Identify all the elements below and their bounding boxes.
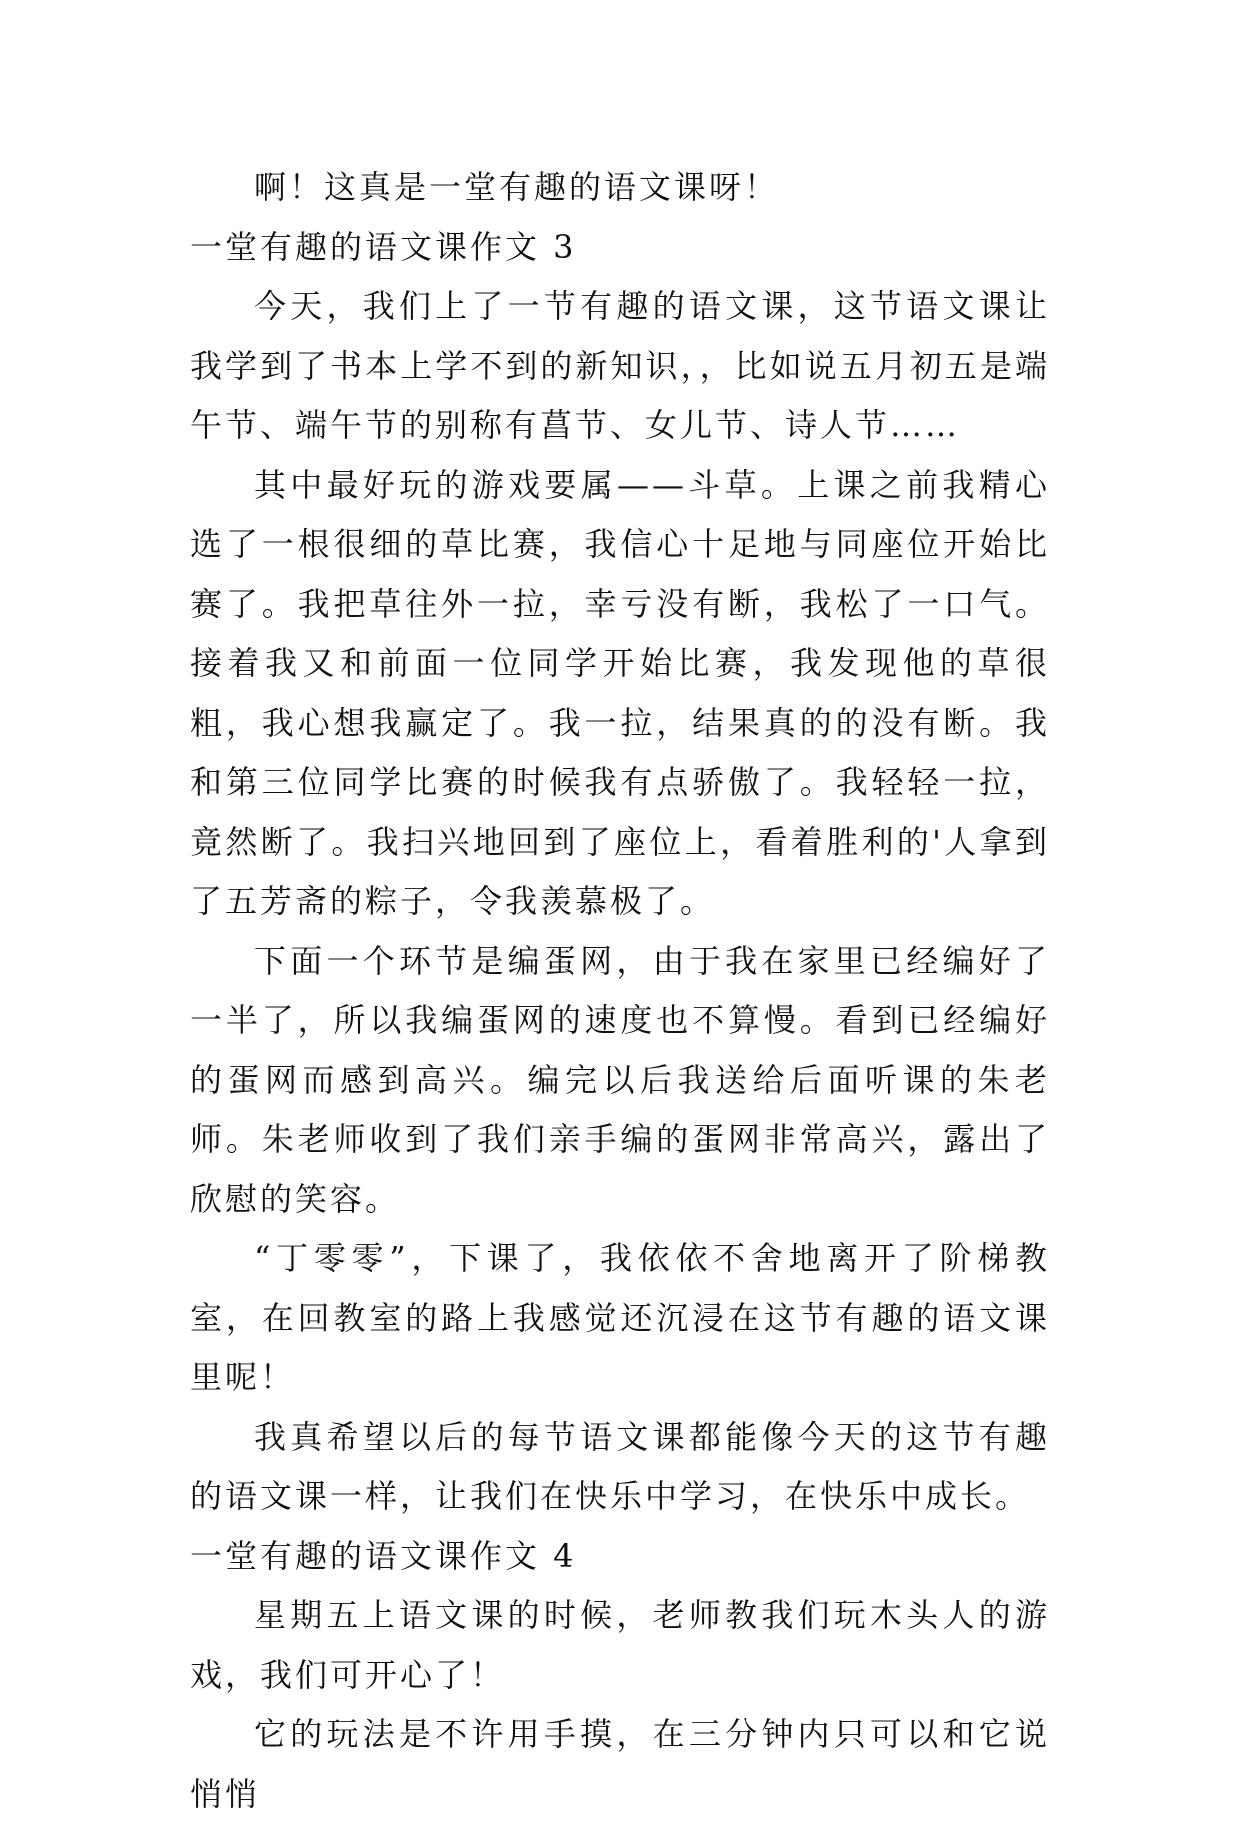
section-heading: 一堂有趣的语文课作文 3 [190,227,577,266]
paragraph: 今天，我们上了一节有趣的语文课，这节语文课让我学到了书本上学不到的新知识，，比如说五月初五是端午节、端午节的别称有菖节、女儿节、诗人节…… [190,287,1050,444]
document-body [190,158,1050,1824]
section-heading: 一堂有趣的语文课作文 4 [190,1536,577,1575]
paragraph: 星期五上语文课的时候，老师教我们玩木头人的游戏，我们可开心了！ [190,1596,1050,1694]
paragraph: “丁零零”，下课了，我依依不舍地离开了阶梯教室，在回教室的路上我感觉还沉浸在这节有趣的语文课里呢！ [190,1239,1050,1396]
paragraph: 它的玩法是不许用手摸，在三分钟内只可以和它说悄悄 [190,1715,1050,1813]
paragraph: 啊！这真是一堂有趣的语文课呀！ [254,168,780,206]
paragraph: 其中最好玩的游戏要属——斗草。上课之前我精心选了一根很细的草比赛，我信心十足地与同座位开始比赛了。我把草往外一拉，幸亏没有断，我松了一口气。接着我又和前面一位同学开始比赛，我发现他的草很粗，我心想我赢定了。我一拉，结果真的的没有断。我和第三位同学比赛的时候我有点骄傲了。我轻轻一拉，竟然断了。我扫兴地回到了座位上，看着胜利的'人拿到了五芳斋的粽子，令我羡慕极了。 [190,465,1050,920]
paragraph: 下面一个环节是编蛋网，由于我在家里已经编好了一半了，所以我编蛋网的速度也不算慢。看到已经编好的蛋网而感到高兴。编完以后我送给后面听课的朱老师。朱老师收到了我们亲手编的蛋网非常高兴，露出了欣慰的笑容。 [190,941,1050,1218]
paragraph: 我真希望以后的每节语文课都能像今天的这节有趣的语文课一样，让我们在快乐中学习，在快乐中成长。 [190,1417,1050,1515]
